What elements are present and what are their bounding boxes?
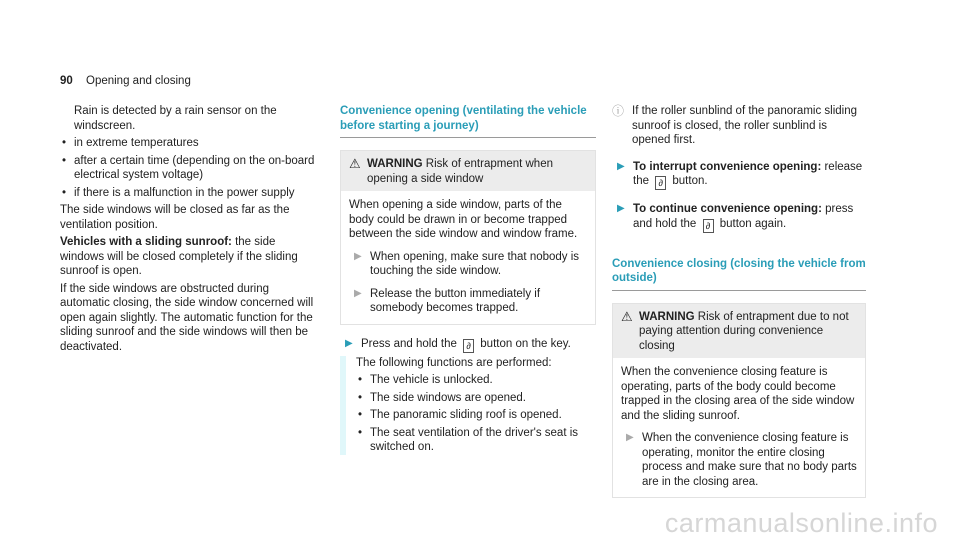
list-item: • after a certain time (depending on the on-board electrical system voltage): [60, 154, 322, 183]
list-item: • The side windows are opened.: [356, 391, 596, 406]
step-text-post: button.: [669, 175, 708, 187]
continue-step-text: [633, 202, 866, 233]
warning-step-text: When the convenience closing feature is operating, monitor the entire closing process and make sure that no body parts are in the closing area.: [642, 432, 857, 488]
action-step: [612, 202, 866, 233]
interrupt-label: To interrupt convenience opening:: [633, 160, 822, 173]
continue-label: To continue convenience opening:: [633, 203, 822, 215]
column-right: [612, 104, 866, 498]
unlock-key-icon: ∂: [703, 219, 714, 233]
convenience-opening-heading-wrap: [340, 104, 596, 138]
following-text: The following functions are performed:: [356, 356, 552, 369]
sunroof-label: Vehicles with a sliding sunroof:: [60, 236, 232, 248]
step-text-post: button again.: [716, 217, 787, 230]
step-text-pre: release the: [633, 160, 863, 187]
warning-title: [639, 310, 857, 354]
info-text: If the roller sunblind of the panoramic sliding sunroof is closed, the roller sunblind is opened first.: [632, 105, 858, 146]
step-arrow-icon: ▶: [354, 250, 362, 262]
result-block: [340, 356, 596, 455]
closing-conditions-list: [60, 136, 322, 200]
watermark: carmanualsonline.info: [664, 507, 938, 538]
warning-step: [621, 431, 857, 489]
rain-sensor-text: Rain is detected by a rain sensor on the windscreen.: [74, 105, 277, 132]
warning-title: [367, 157, 587, 186]
list-item: • The seat ventilation of the driver's seat is switched on.: [356, 426, 596, 455]
action-step: [612, 160, 866, 191]
obstruction-text: If the side windows are obstructed during automatic closing, the side window concerned will open again slightly. The automatic function for the sliding sunroof and the side windows will then be deactivated.: [60, 282, 314, 353]
ventilation-position-text: The side windows will be closed as far as the ventilation position.: [60, 204, 290, 231]
unlock-key-icon: ∂: [463, 339, 474, 353]
interrupt-step-text: [633, 160, 866, 191]
convenience-closing-heading-wrap: [612, 257, 866, 291]
list-item: • The vehicle is unlocked.: [356, 373, 596, 388]
step-arrow-icon: ▶: [354, 287, 362, 299]
info-note: [612, 104, 866, 148]
step-arrow-icon: ▶: [617, 203, 625, 214]
warning-step: [349, 287, 587, 316]
warning-body-text: When the convenience closing feature is operating, parts of the body could become trapped in the closing area of the side window and the sliding sunroof.: [621, 366, 855, 422]
warning-step: [349, 250, 587, 279]
column-left: [60, 104, 322, 357]
warning-label: WARNING: [639, 310, 695, 323]
warning-label: WARNING: [367, 158, 423, 170]
column-middle: [340, 104, 596, 458]
functions-list: [356, 373, 596, 455]
warning-step-text: Release the button immediately if somebody becomes trapped.: [370, 287, 541, 314]
info-icon: ⓘ: [612, 104, 625, 118]
warning-triangle-icon: ⚠: [349, 156, 361, 171]
warning-step-text: When opening, make sure that nobody is touching the side window.: [370, 250, 580, 277]
warning-box: [612, 303, 866, 499]
action-step-text: [361, 337, 571, 353]
warning-title-text: Risk of entrapment due to not paying attention during convenience closing: [639, 310, 849, 352]
list-item: • if there is a malfunction in the power supply: [60, 186, 322, 201]
warning-body: [613, 358, 865, 497]
warning-triangle-icon: ⚠: [621, 308, 633, 324]
convenience-opening-heading: Convenience opening (ventilating the vehicle before starting a journey): [340, 105, 587, 132]
warning-body: [341, 191, 595, 324]
step-text-post: button on the key.: [477, 337, 571, 350]
warning-header: [613, 304, 865, 359]
step-text-pre: press and hold the: [633, 203, 854, 230]
page-header: [60, 74, 191, 89]
list-item: • in extreme temperatures: [60, 136, 322, 151]
warning-box: [340, 150, 596, 325]
step-arrow-icon: ▶: [617, 160, 625, 172]
step-text-pre: Press and hold the: [361, 337, 461, 350]
sunroof-text: [60, 235, 322, 279]
step-arrow-icon: ▶: [626, 432, 634, 443]
warning-title-text: Risk of entrapment when opening a side window: [367, 158, 553, 185]
warning-body-text: When opening a side window, parts of the body could be drawn in or become trapped between the side window and window frame.: [349, 199, 578, 240]
sunroof-rest: the side windows will be closed completely if the sliding sunroof is open.: [60, 236, 298, 277]
step-arrow-icon: ▶: [345, 337, 353, 349]
section-title: Opening and closing: [86, 75, 191, 87]
page-number: 90: [60, 75, 73, 87]
unlock-key-icon: ∂: [655, 176, 666, 190]
convenience-closing-heading: Convenience closing (closing the vehicle from outside): [612, 257, 866, 284]
list-item: • The panoramic sliding roof is opened.: [356, 408, 596, 423]
action-step: [340, 337, 596, 353]
warning-header: [341, 151, 595, 191]
